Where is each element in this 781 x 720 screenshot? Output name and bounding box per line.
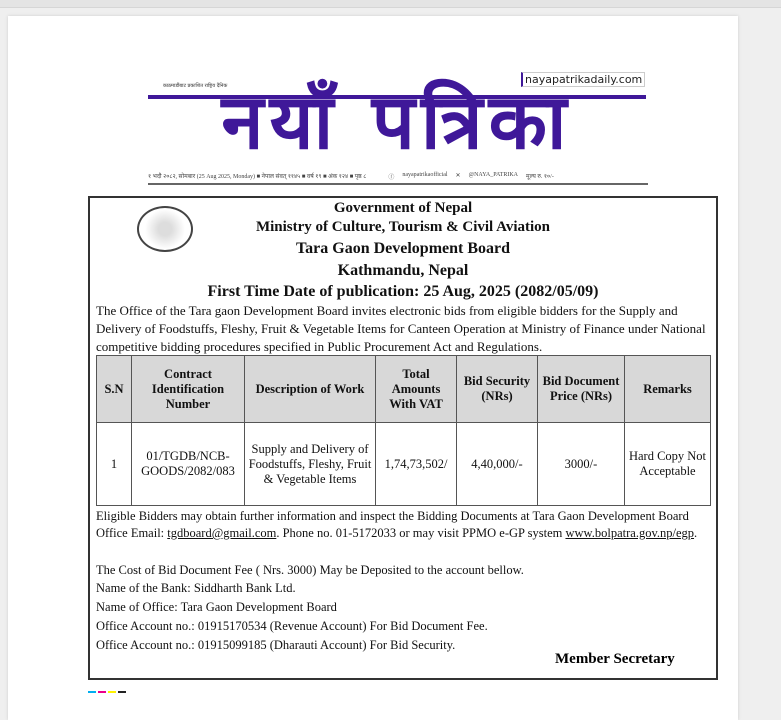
- signature: Member Secretary: [555, 651, 675, 667]
- col-doc-price: Bid Document Price (NRs): [538, 356, 625, 423]
- facebook-handle: nayapatrikaofficial: [402, 172, 448, 178]
- col-sn: S.N: [97, 356, 132, 423]
- table-header-row: [97, 356, 711, 423]
- x-icon: ✕: [455, 173, 461, 179]
- col-contract-id: Contract Identification Number: [132, 356, 245, 423]
- col-description: Description of Work: [245, 356, 376, 423]
- color-strip: [88, 691, 126, 693]
- revenue-account-line: Office Account no.: 01915170534 (Revenue Account) For Bid Document Fee.: [96, 619, 488, 633]
- divider: [148, 183, 648, 185]
- info-paragraph: [96, 508, 712, 542]
- heading-publication-date: First Time Date of publication: 25 Aug, 2025 (2082/05/09): [207, 283, 599, 300]
- heading-ministry: Ministry of Culture, Tourism & Civil Aviation: [255, 219, 551, 235]
- x-handle: @NAYA_PATRIKA: [468, 172, 519, 178]
- cell-remarks: Hard Copy Not Acceptable: [625, 423, 711, 506]
- col-total: Total Amounts With VAT: [376, 356, 457, 423]
- cell-total: 1,74,73,502/: [376, 423, 457, 506]
- bid-table: [96, 355, 711, 506]
- table-row: [97, 423, 711, 506]
- cell-sn: 1: [97, 423, 132, 506]
- cell-doc-price: 3000/-: [538, 423, 625, 506]
- masthead-title: नयाँ पत्रिका: [221, 77, 573, 166]
- intro-paragraph: The Office of the Tara gaon Development Board invites electronic bids from eligible bidders for the Supply and Delivery of Foodstuffs, Fleshy, Fruit & Vegetable Items for Canteen Operation at Ministry of Finance under National competitive bidding procedures specified in Public Procurement Act and Regulations.: [96, 303, 706, 354]
- heading-location: Kathmandu, Nepal: [337, 262, 469, 279]
- heading-board: Tara Gaon Development Board: [295, 240, 511, 257]
- facebook-icon: ⓕ: [388, 175, 395, 181]
- date-text: १ भदौ २०८२, सोमबार (25 Aug 2025, Monday) ■ नेपाल संवत् ११४५ ■ वर्ष १९ ■ अंक १२४ ■ पृष्ठ ८: [148, 174, 367, 180]
- info-text-2: . Phone no. 01-5172033 or may visit PPMO e-GP system: [276, 526, 566, 540]
- browser-top-bar: [0, 0, 781, 8]
- cell-bid-security: 4,40,000/-: [457, 423, 538, 506]
- info-text-3: .: [694, 526, 698, 540]
- heading-government: Government of Nepal: [333, 200, 473, 216]
- dateline: [148, 172, 648, 181]
- dharauti-account-line: Office Account no.: 01915099185 (Dharauti Account) For Bid Security.: [96, 638, 456, 652]
- col-remarks: Remarks: [625, 356, 711, 423]
- bank-line: Name of the Bank: Siddharth Bank Ltd.: [96, 581, 296, 595]
- info-text: Eligible Bidders may obtain further information and inspect the Bidding Documents at Tara Gaon Development Board Office Email:: [96, 509, 689, 540]
- masthead-tagline: काठमाडौंबाट प्रकाशित राष्ट्रिय दैनिक: [163, 83, 228, 89]
- egp-link[interactable]: www.bolpatra.gov.np/egp: [565, 526, 695, 540]
- cell-contract-id: 01/TGDB/NCB-GOODS/2082/083: [132, 423, 245, 506]
- cell-description: Supply and Delivery of Foodstuffs, Fleshy, Fruit & Vegetable Items: [245, 423, 376, 506]
- price: मूल्य रु. १०/-: [526, 174, 554, 180]
- col-bid-security: Bid Security (NRs): [457, 356, 538, 423]
- website-label: nayapatrikadaily.com: [521, 72, 645, 87]
- fee-line: The Cost of Bid Document Fee ( Nrs. 3000) May be Deposited to the account bellow.: [96, 563, 524, 577]
- office-line: Name of Office: Tara Gaon Development Board: [96, 600, 337, 614]
- email-link[interactable]: tgdboard@gmail.com: [167, 526, 277, 540]
